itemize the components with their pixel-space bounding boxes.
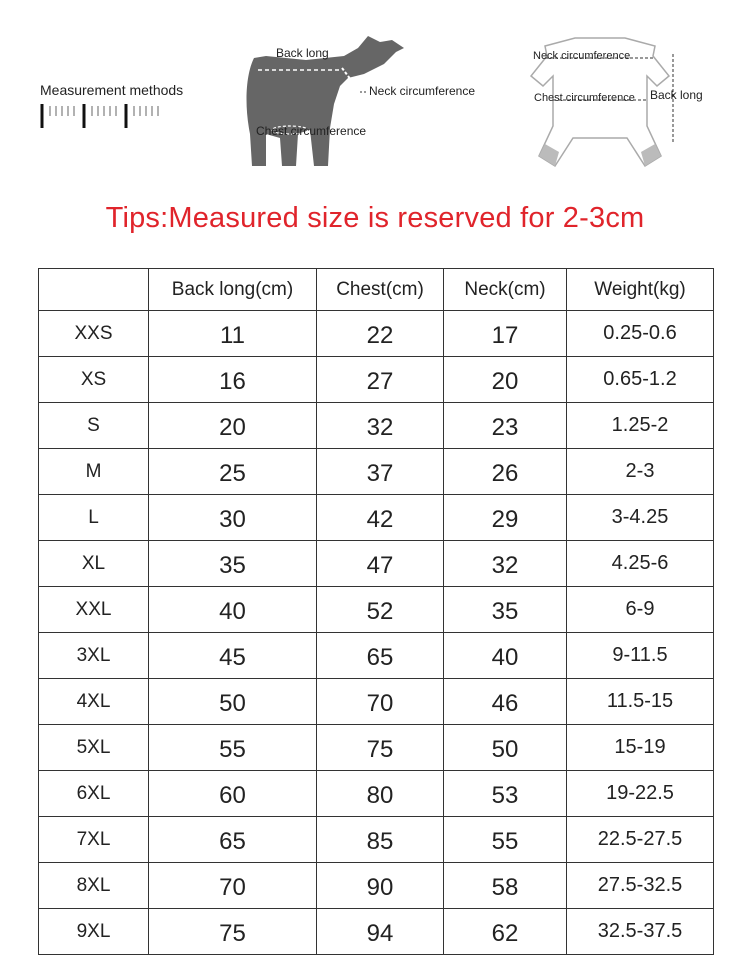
cell-size: XXS (39, 311, 149, 357)
cell-chest: 90 (317, 863, 444, 909)
cell-weight: 9-11.5 (567, 633, 714, 679)
cell-size: 8XL (39, 863, 149, 909)
cell-chest: 85 (317, 817, 444, 863)
cell-size: XXL (39, 587, 149, 633)
ruler-icon (40, 104, 166, 130)
table-row (39, 679, 714, 725)
cell-back-long: 20 (149, 403, 317, 449)
cell-neck: 58 (444, 863, 567, 909)
cell-neck: 20 (444, 357, 567, 403)
cloth-chest-label: Chest circumference (534, 92, 635, 104)
cell-back-long: 60 (149, 771, 317, 817)
cell-weight: 27.5-32.5 (567, 863, 714, 909)
cell-size: 4XL (39, 679, 149, 725)
cell-size: XS (39, 357, 149, 403)
cell-chest: 22 (317, 311, 444, 357)
cell-neck: 50 (444, 725, 567, 771)
cell-back-long: 55 (149, 725, 317, 771)
cell-chest: 27 (317, 357, 444, 403)
table-row (39, 633, 714, 679)
cell-chest: 70 (317, 679, 444, 725)
cell-chest: 32 (317, 403, 444, 449)
cell-neck: 17 (444, 311, 567, 357)
cell-weight: 11.5-15 (567, 679, 714, 725)
cell-size: S (39, 403, 149, 449)
cell-back-long: 16 (149, 357, 317, 403)
header-cell-neck: Neck(cm) (444, 269, 567, 311)
cell-size: 7XL (39, 817, 149, 863)
table-row (39, 495, 714, 541)
cell-neck: 26 (444, 449, 567, 495)
cell-chest: 42 (317, 495, 444, 541)
cell-neck: 62 (444, 909, 567, 955)
cell-back-long: 25 (149, 449, 317, 495)
size-table (38, 268, 714, 955)
cell-size: 6XL (39, 771, 149, 817)
cell-size: 9XL (39, 909, 149, 955)
header-cell-chest: Chest(cm) (317, 269, 444, 311)
cell-back-long: 40 (149, 587, 317, 633)
table-row (39, 771, 714, 817)
cell-weight: 3-4.25 (567, 495, 714, 541)
table-row (39, 725, 714, 771)
cloth-neck-label: Neck circumference (533, 50, 631, 62)
table-row (39, 403, 714, 449)
cell-back-long: 70 (149, 863, 317, 909)
header-cell-size (39, 269, 149, 311)
cell-weight: 15-19 (567, 725, 714, 771)
cell-chest: 65 (317, 633, 444, 679)
cell-back-long: 35 (149, 541, 317, 587)
cell-weight: 2-3 (567, 449, 714, 495)
cell-back-long: 75 (149, 909, 317, 955)
measurement-header (0, 0, 750, 200)
dog-chest-label: Chest circumference (256, 124, 367, 138)
cell-size: M (39, 449, 149, 495)
cell-chest: 37 (317, 449, 444, 495)
table-row (39, 587, 714, 633)
dog-neck-label: Neck circumference (369, 84, 476, 98)
cell-weight: 22.5-27.5 (567, 817, 714, 863)
cell-size: 5XL (39, 725, 149, 771)
cell-neck: 46 (444, 679, 567, 725)
cell-back-long: 45 (149, 633, 317, 679)
cell-size: 3XL (39, 633, 149, 679)
cell-neck: 32 (444, 541, 567, 587)
cell-chest: 47 (317, 541, 444, 587)
cell-neck: 35 (444, 587, 567, 633)
cell-weight: 0.25-0.6 (567, 311, 714, 357)
table-row (39, 541, 714, 587)
cell-back-long: 11 (149, 311, 317, 357)
cell-size: L (39, 495, 149, 541)
cell-chest: 75 (317, 725, 444, 771)
table-row (39, 817, 714, 863)
cell-weight: 1.25-2 (567, 403, 714, 449)
cell-weight: 19-22.5 (567, 771, 714, 817)
cell-chest: 52 (317, 587, 444, 633)
cell-neck: 55 (444, 817, 567, 863)
cell-weight: 6-9 (567, 587, 714, 633)
dog-silhouette-icon (236, 34, 486, 174)
cell-neck: 53 (444, 771, 567, 817)
header-cell-weight: Weight(kg) (567, 269, 714, 311)
cell-neck: 23 (444, 403, 567, 449)
cell-neck: 40 (444, 633, 567, 679)
measurement-methods-label: Measurement methods (40, 82, 184, 98)
cloth-back-long-label: Back long (650, 88, 703, 102)
header-cell-back-long: Back long(cm) (149, 269, 317, 311)
table-row (39, 449, 714, 495)
dog-back-long-label: Back long (276, 46, 329, 60)
tips-text: Tips:Measured size is reserved for 2-3cm (105, 202, 645, 234)
cell-weight: 0.65-1.2 (567, 357, 714, 403)
cell-back-long: 50 (149, 679, 317, 725)
cell-neck: 29 (444, 495, 567, 541)
cell-back-long: 65 (149, 817, 317, 863)
cell-weight: 4.25-6 (567, 541, 714, 587)
table-row (39, 909, 714, 955)
cell-back-long: 30 (149, 495, 317, 541)
table-header-row (39, 269, 714, 311)
table-row (39, 357, 714, 403)
table-row (39, 863, 714, 909)
cell-chest: 80 (317, 771, 444, 817)
cell-size: XL (39, 541, 149, 587)
cell-chest: 94 (317, 909, 444, 955)
table-row (39, 311, 714, 357)
cell-weight: 32.5-37.5 (567, 909, 714, 955)
